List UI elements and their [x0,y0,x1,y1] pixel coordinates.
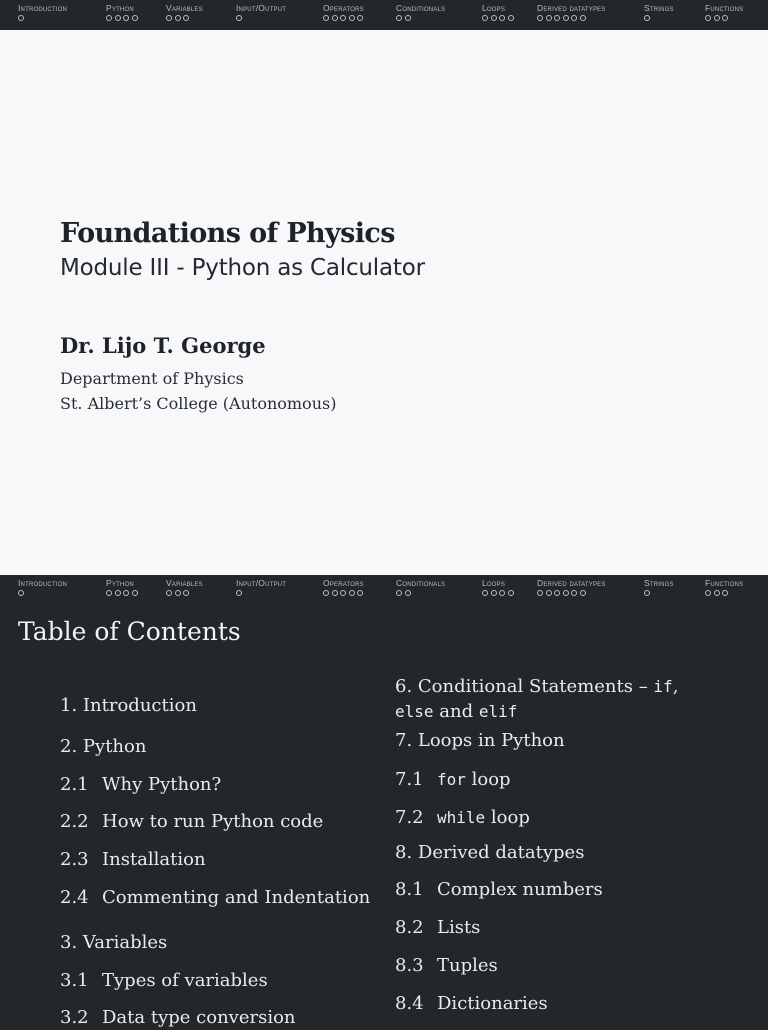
slide-dot-icon[interactable] [396,590,402,596]
nav-section-label: Input/Output [236,578,287,588]
nav-section-label: Variables [166,578,203,588]
toc-label: loop [485,807,530,828]
nav-section[interactable] [323,578,364,596]
toc-item-python[interactable] [60,735,146,759]
nav-slide-dots [236,15,286,21]
toc-label: Why Python? [102,774,222,795]
slide-dot-icon[interactable] [115,15,121,21]
slide-dot-icon[interactable] [18,15,24,21]
toc-label: 7. Loops in Python [395,730,565,751]
nav-section[interactable] [482,3,514,21]
nav-section[interactable] [396,3,445,21]
nav-section-label: Operators [323,578,364,588]
toc-label: Commenting and Indentation [102,887,371,908]
toc-item-why-python[interactable] [60,773,221,797]
slide-dot-icon[interactable] [482,590,488,596]
college: St. Albert’s College (Autonomous) [60,394,337,413]
toc-num: 1. [60,695,78,716]
toc-num: 7.1 [395,769,424,790]
toc-label: Introduction [82,695,197,716]
toc-num: 3.2 [60,1007,89,1028]
toc-item-run-python[interactable] [60,810,323,834]
toc-num: 7.2 [395,807,424,828]
nav-section[interactable] [323,3,364,21]
slide-dot-icon[interactable] [482,15,488,21]
slide-dot-icon[interactable] [491,590,497,596]
nav-slide-dots [644,590,674,596]
toc-num: 3. [60,932,78,953]
slide-dot-icon[interactable] [123,15,129,21]
nav-section[interactable] [106,578,138,596]
nav-section[interactable] [705,578,743,596]
nav-slide-dots [166,590,203,596]
nav-slide-dots [537,590,606,596]
nav-section-label: Derived datatypes [537,3,606,13]
presentation-title: Foundations of Physics [60,218,395,249]
slide-dot-icon[interactable] [236,590,242,596]
nav-section[interactable] [18,3,67,21]
toc-item-loops[interactable] [395,729,565,753]
nav-section-label: Loops [482,578,506,588]
slide-dot-icon[interactable] [546,15,552,21]
toc-label: How to run Python code [102,811,324,832]
nav-section-label: Python [106,578,134,588]
slide-dot-icon[interactable] [644,15,650,21]
toc-label: Lists [437,917,481,938]
presentation-subtitle: Module III - Python as Calculator [60,255,425,281]
toc-label: Types of variables [102,970,268,991]
slide-dot-icon[interactable] [183,590,189,596]
slide-dot-icon[interactable] [644,590,650,596]
nav-slide-dots [18,590,67,596]
toc-label: Installation [102,849,206,870]
slide-dot-icon[interactable] [554,590,560,596]
toc-num: 2.1 [60,774,89,795]
toc-item-for-loop[interactable] [395,768,511,792]
nav-slide-dots [106,15,138,21]
slide-dot-icon[interactable] [332,15,338,21]
slide-dot-icon[interactable] [537,590,543,596]
toc-item-while-loop[interactable] [395,806,530,830]
slide-dot-icon[interactable] [349,15,355,21]
toc-num: 3.1 [60,970,89,991]
nav-slide-dots [482,15,514,21]
nav-slide-dots [396,590,445,596]
toc-num: 2.4 [60,887,89,908]
nav-section-label: Derived datatypes [537,578,606,588]
slide-dot-icon[interactable] [714,590,720,596]
nav-section[interactable] [644,578,674,596]
slide-dot-icon[interactable] [714,15,720,21]
nav-slide-dots [323,590,364,596]
code-for: for [437,770,466,789]
toc-label: Complex numbers [437,879,603,900]
slide-dot-icon[interactable] [491,15,497,21]
slide-dot-icon[interactable] [571,15,577,21]
nav-section-label: Introduction [18,3,68,13]
title-slide [0,30,768,575]
nav-section[interactable] [236,578,286,596]
toc-num: 8.2 [395,917,424,938]
toc-label: Tuples [437,955,498,976]
slide-dot-icon[interactable] [722,590,728,596]
slide-dot-icon[interactable] [508,15,514,21]
section-nav-bar-toc [0,575,768,605]
nav-section-label: Strings [644,3,674,13]
nav-section[interactable] [644,3,674,21]
toc-label: 6. Conditional Statements – [395,676,654,697]
nav-section[interactable] [236,3,286,21]
slide-dot-icon[interactable] [580,590,586,596]
toc-label: Variables [82,932,168,953]
toc-num: 2.3 [60,849,89,870]
slide-dot-icon[interactable] [571,590,577,596]
slide-dot-icon[interactable] [166,15,172,21]
slide-dot-icon[interactable] [580,15,586,21]
nav-section[interactable] [705,3,743,21]
slide-dot-icon[interactable] [18,590,24,596]
nav-slide-dots [482,590,514,596]
nav-section-label: Conditionals [396,3,446,13]
nav-slide-dots [106,590,138,596]
slide-dot-icon[interactable] [349,590,355,596]
toc-item-derived-datatypes[interactable] [395,841,584,865]
nav-section-label: Operators [323,3,364,13]
nav-section[interactable] [482,578,514,596]
slide-dot-icon[interactable] [175,15,181,21]
toc-item-data-type-conversion[interactable] [60,1006,296,1030]
slide-dot-icon[interactable] [183,15,189,21]
slide-dot-icon[interactable] [323,590,329,596]
toc-item-dictionaries[interactable] [395,992,548,1016]
toc-item-tuples[interactable] [395,954,498,978]
nav-section-label: Conditionals [396,578,446,588]
nav-section-label: Input/Output [236,3,287,13]
nav-slide-dots [236,590,286,596]
slide-dot-icon[interactable] [508,590,514,596]
slide-dot-icon[interactable] [236,15,242,21]
toc-item-complex-numbers[interactable] [395,878,603,902]
toc-label: and [433,701,479,722]
slide-dot-icon[interactable] [332,590,338,596]
author-name: Dr. Lijo T. George [60,333,266,358]
slide-dot-icon[interactable] [106,590,112,596]
toc-comma: , [672,676,679,697]
slide-dot-icon[interactable] [499,15,505,21]
nav-section-label: Functions [705,3,744,13]
slide-dot-icon[interactable] [357,590,363,596]
slide-dot-icon[interactable] [405,15,411,21]
slide-dot-icon[interactable] [537,15,543,21]
slide-dot-icon[interactable] [340,15,346,21]
department: Department of Physics [60,369,244,388]
toc-label: Python [82,736,147,757]
nav-section[interactable] [537,3,606,21]
slide-dot-icon[interactable] [357,15,363,21]
nav-section[interactable] [18,578,67,596]
toc-label: Dictionaries [437,993,548,1014]
slide-dot-icon[interactable] [132,590,138,596]
nav-slide-dots [18,15,67,21]
nav-slide-dots [705,15,743,21]
nav-section-label: Functions [705,578,744,588]
toc-item-variables[interactable] [60,931,167,955]
slide-dot-icon[interactable] [705,15,711,21]
slide-dot-icon[interactable] [563,590,569,596]
toc-num: 8.3 [395,955,424,976]
code-else: else [395,702,434,721]
toc-item-types-of-variables[interactable] [60,969,268,993]
nav-section[interactable] [106,3,138,21]
toc-label: Data type conversion [102,1007,296,1028]
nav-section-label: Loops [482,3,506,13]
code-elif: elif [478,702,518,721]
slide-dot-icon[interactable] [563,15,569,21]
slide-dot-icon[interactable] [405,590,411,596]
toc-num: 2. [60,736,78,757]
slide-dot-icon[interactable] [546,590,552,596]
toc-label: 8. Derived datatypes [395,842,585,863]
nav-slide-dots [705,590,743,596]
section-nav-bar-top [0,0,768,30]
nav-section[interactable] [537,578,606,596]
nav-section-label: Strings [644,578,674,588]
nav-section-label: Python [106,3,134,13]
toc-num: 8.1 [395,879,424,900]
nav-slide-dots [323,15,364,21]
slide-dot-icon[interactable] [554,15,560,21]
nav-section-label: Variables [166,3,203,13]
toc-label: loop [465,769,511,790]
slide-dot-icon[interactable] [115,590,121,596]
toc-item-conditionals[interactable] [395,674,678,724]
nav-slide-dots [537,15,606,21]
toc-item-introduction[interactable] [60,694,197,718]
toc-item-commenting[interactable] [60,886,370,910]
slide-dot-icon[interactable] [106,15,112,21]
nav-section[interactable] [166,3,203,21]
nav-section[interactable] [166,578,203,596]
nav-slide-dots [396,15,445,21]
toc-slide [0,605,768,1028]
toc-item-installation[interactable] [60,848,206,872]
code-if: if [653,677,673,696]
slide-dot-icon[interactable] [123,590,129,596]
nav-slide-dots [166,15,203,21]
toc-num: 2.2 [60,811,89,832]
toc-title: Table of Contents [18,617,241,646]
slide-dot-icon[interactable] [499,590,505,596]
slide-dot-icon[interactable] [166,590,172,596]
nav-slide-dots [644,15,674,21]
code-while: while [437,808,486,827]
toc-item-lists[interactable] [395,916,480,940]
slide-dot-icon[interactable] [722,15,728,21]
slide-dot-icon[interactable] [323,15,329,21]
slide-dot-icon[interactable] [132,15,138,21]
nav-section-label: Introduction [18,578,68,588]
slide-dot-icon[interactable] [175,590,181,596]
slide-dot-icon[interactable] [705,590,711,596]
slide-dot-icon[interactable] [396,15,402,21]
nav-section[interactable] [396,578,445,596]
toc-num: 8.4 [395,993,424,1014]
slide-dot-icon[interactable] [340,590,346,596]
